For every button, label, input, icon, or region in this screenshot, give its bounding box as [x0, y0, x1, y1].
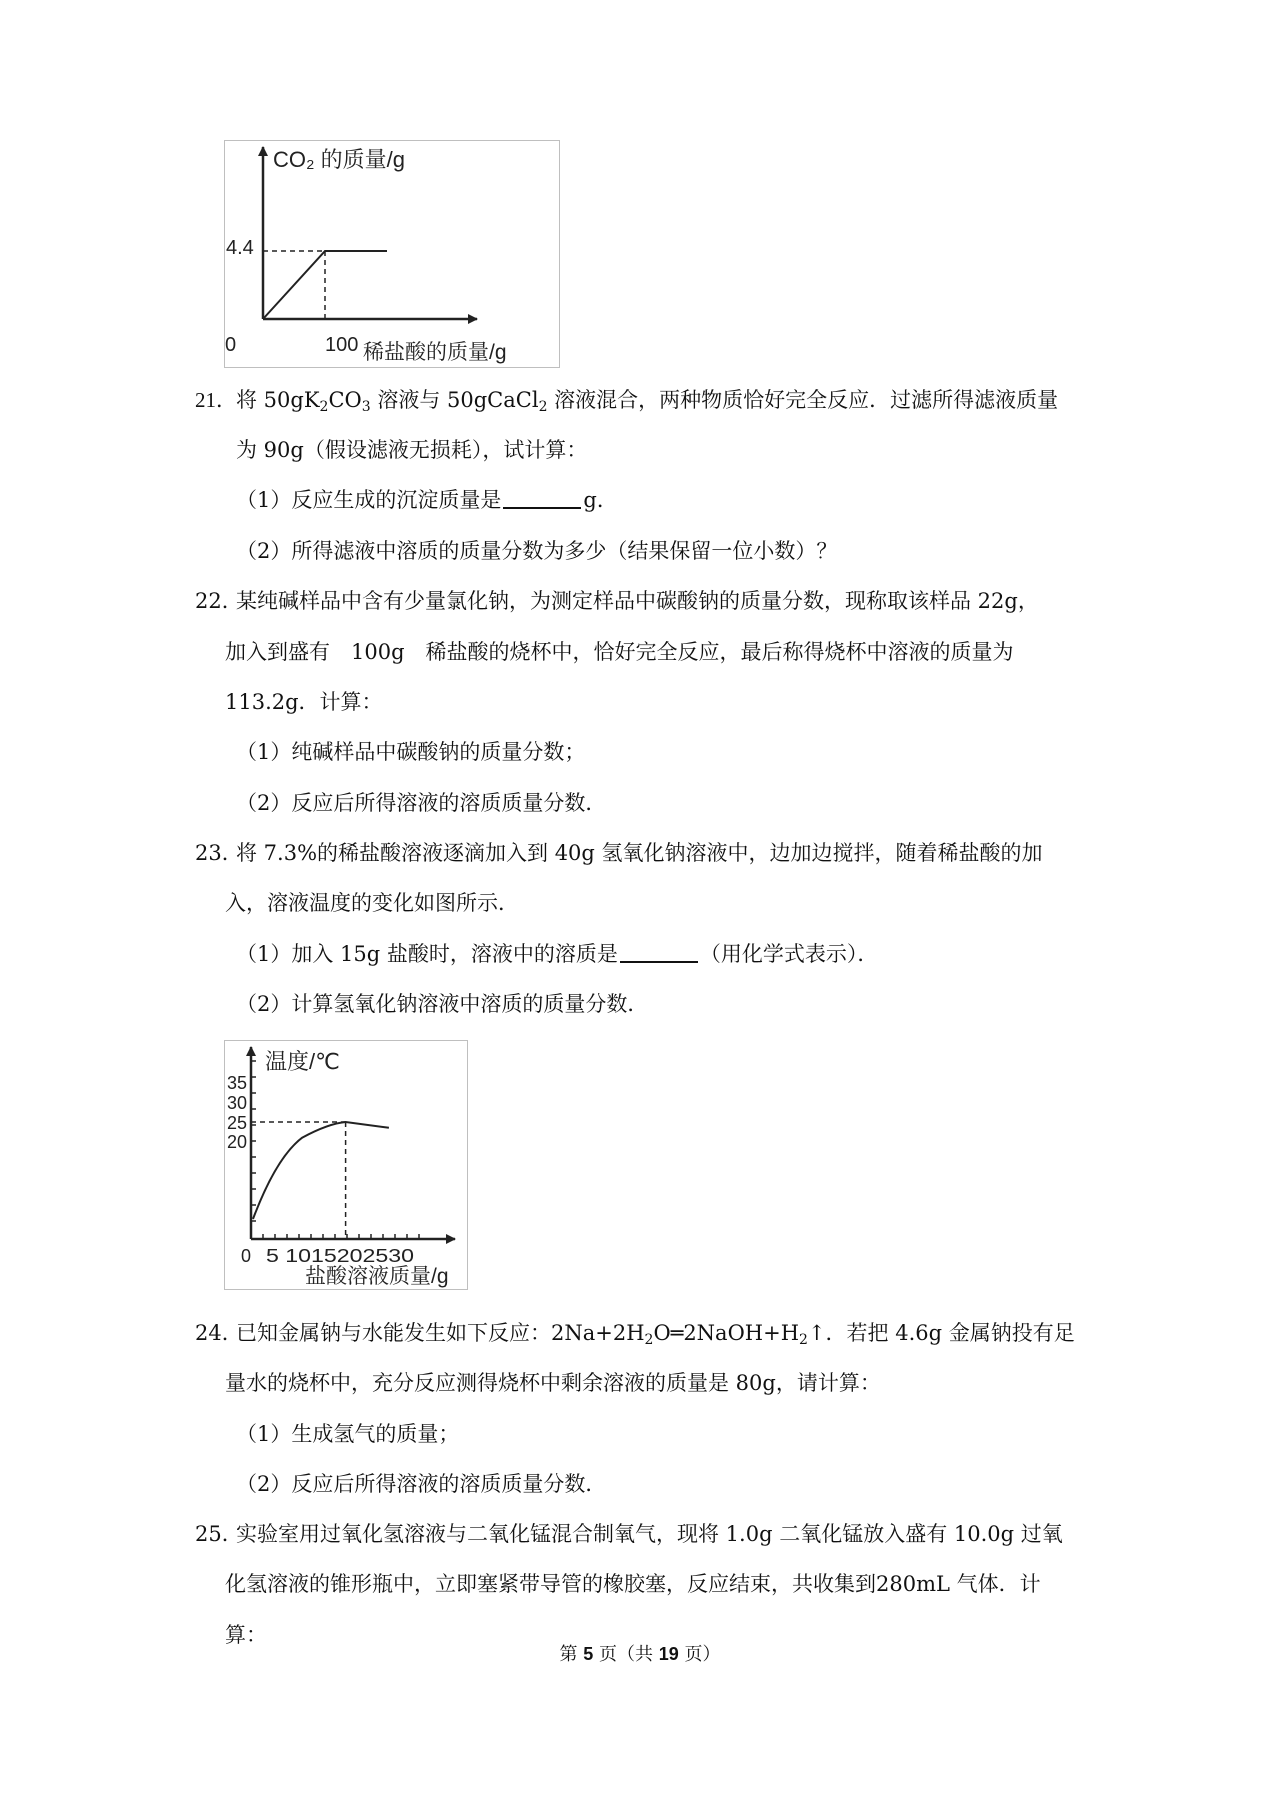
sub-question: （2）反应后所得溶液的溶质质量分数．: [236, 791, 607, 815]
subscript: 2: [538, 399, 548, 415]
x-tick-label: 0: [241, 1246, 252, 1266]
footer-text: 页）: [678, 1644, 721, 1665]
question-number: 24．: [195, 1321, 243, 1345]
text-run: 溶液与 50gCaCl: [370, 388, 539, 412]
page-number: 5: [583, 1644, 594, 1664]
answer-blank[interactable]: [620, 941, 698, 963]
text-run: 溶液混合，两种物质恰好完全反应．过滤所得滤液质量: [547, 388, 1059, 412]
y-tick-label: 20: [227, 1132, 248, 1152]
y-tick-label: 30: [227, 1093, 248, 1113]
question-line: 113.2g．计算：: [225, 690, 383, 714]
text-run: （用化学式表示）．: [699, 942, 879, 966]
answer-blank[interactable]: [503, 487, 581, 509]
series-curve: [253, 1122, 389, 1219]
text-run: 将 7.3%的稀盐酸溶液逐滴加入到 40g 氢氧化钠溶液中，边加边搅拌，随着稀盐酸的加: [236, 841, 1043, 865]
question-line: 算：: [225, 1623, 267, 1647]
x-tick-label: 0: [225, 334, 237, 356]
text-run: O═2NaOH+H: [653, 1321, 800, 1345]
question-line: 化氢溶液的锥形瓶中，立即塞紧带导管的橡胶塞，反应结束，共收集到280mL 气体．计: [225, 1572, 1041, 1596]
footer-text: 第: [559, 1644, 584, 1665]
question-line: 加入到盛有 100g 稀盐酸的烧杯中，恰好完全反应，最后称得烧杯中溶液的质量为: [225, 640, 1014, 664]
y-tick-label: 4.4: [226, 237, 254, 259]
y-tick-label: 35: [227, 1073, 248, 1093]
subscript: 2: [319, 399, 329, 415]
sub-question: [236, 941, 878, 967]
sub-question: （1）生成氢气的质量；: [236, 1422, 460, 1446]
question-line: 入，溶液温度的变化如图所示．: [225, 891, 519, 915]
text-run: （1）反应生成的沉淀质量是: [236, 488, 502, 512]
subscript: 2: [644, 1332, 654, 1348]
y-axis-label: 温度/℃: [265, 1049, 340, 1074]
footer-text: 页（共: [593, 1644, 659, 1665]
x-axis-label: 稀盐酸的质量/g: [363, 341, 507, 364]
text-run: 实验室用过氧化氢溶液与二氧化锰混合制氧气，现将 1.0g 二氧化锰放入盛有 10.0g 过氧: [236, 1522, 1063, 1546]
question-line: 为 90g（假设滤液无损耗），试计算：: [236, 438, 588, 462]
x-tick-label: 100: [325, 334, 359, 356]
sub-question: （2）所得滤液中溶质的质量分数为多少（结果保留一位小数）？: [236, 539, 838, 563]
sub-question: （2）反应后所得溶液的溶质质量分数．: [236, 1472, 607, 1496]
text-run: 将 50gK: [236, 388, 320, 412]
text-run: g．: [583, 488, 618, 512]
page-total: 19: [658, 1644, 679, 1664]
text-run: （1）加入 15g 盐酸时，溶液中的溶质是: [236, 942, 618, 966]
sub-question: [236, 487, 618, 513]
question-number: 23．: [195, 841, 243, 865]
text-run: 某纯碱样品中含有少量氯化钠，为测定样品中碳酸钠的质量分数，现称取该样品 22g，: [236, 589, 1039, 613]
subscript: 3: [361, 399, 371, 415]
text-run: CO: [328, 388, 362, 412]
question-number: 22．: [195, 589, 243, 613]
subscript: 2: [799, 1332, 808, 1348]
temperature-chart: [224, 1040, 468, 1290]
text-run: 已知金属钠与水能发生如下反应：2Na+2H: [236, 1321, 645, 1345]
co2-mass-chart: [224, 140, 560, 368]
text-run: ↑．若把 4.6g 金属钠投有足: [807, 1321, 1075, 1345]
question-line: 量水的烧杯中，充分反应测得烧杯中剩余溶液的质量是 80g，请计算：: [225, 1371, 881, 1395]
page-footer: [0, 1642, 1280, 1667]
sub-question: （1）纯碱样品中碳酸钠的质量分数；: [236, 740, 586, 764]
question-number: 25．: [195, 1522, 243, 1546]
x-axis-label: 盐酸溶液质量/g: [305, 1265, 449, 1288]
question-number: 21．: [195, 388, 237, 412]
y-tick-label: 25: [227, 1113, 248, 1133]
x-tick-labels: 5 1015202530: [266, 1246, 414, 1266]
sub-question: （2）计算氢氧化钠溶液中溶质的质量分数．: [236, 992, 649, 1016]
y-axis-label: CO₂ 的质量/g: [273, 147, 406, 172]
